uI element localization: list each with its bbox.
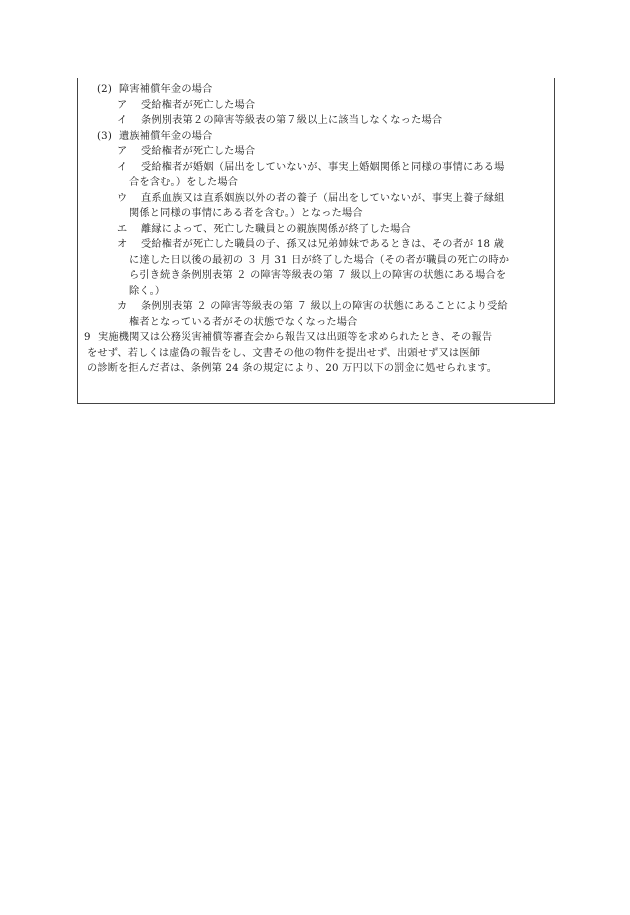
item-mark: カ [117, 301, 128, 312]
list-item [77, 113, 555, 129]
list-item [77, 299, 555, 315]
item-mark: イ [117, 115, 128, 126]
item-mark: イ [117, 161, 128, 173]
item-text: 条例別表第 ２ の障害等級表の第 ７ 級以上の障害の状態にあることにより受給 [141, 301, 508, 312]
list-item [77, 222, 555, 238]
item-mark: エ [117, 223, 128, 235]
section-9 [77, 330, 555, 346]
section-continuation: をせず、若しくは虚偽の報告をし、文書その他の物件を提出せず、出頭せず又は医師 [87, 347, 481, 359]
section-number: (2) [97, 84, 113, 95]
section-2-heading [77, 82, 555, 98]
section-continuation: の診断を拒んだ者は、条例第 24 条の規定により、20 万円以下の罰金に処せられます。 [87, 363, 498, 374]
section-title: 遺族補償年金の場合 [119, 130, 213, 142]
item-continuation: 合を含む。）をした場合 [129, 177, 239, 188]
list-item [77, 144, 555, 160]
list-item [77, 98, 555, 114]
item-continuation: 関係と同様の事情にある者を含む。）となった場合 [129, 208, 363, 219]
list-item [77, 237, 555, 253]
document-body [77, 82, 555, 377]
item-mark: オ [117, 239, 128, 250]
item-text: 離縁によって、死亡した職員との親族関係が終了した場合 [141, 223, 411, 235]
list-item [77, 160, 555, 176]
item-text: 受給権者が婚姻（届出をしていないが、事実上婚姻関係と同様の事情にある場 [141, 161, 505, 173]
section-3-heading [77, 129, 555, 145]
section-number: (3) [97, 130, 113, 142]
item-continuation: 除く。） [129, 285, 166, 297]
section-title: 障害補償年金の場合 [119, 84, 213, 95]
item-text: 条例別表第２の障害等級表の第７級以上に該当しなくなった場合 [141, 115, 443, 126]
item-mark: ア [117, 146, 128, 157]
item-continuation: 権者となっている者がその状態でなくなった場合 [129, 316, 358, 328]
list-item [77, 191, 555, 207]
item-continuation: に達した日以後の最初の ３ 月 31 日が終了した場合（その者が職員の死亡の時か [129, 254, 510, 266]
section-text: 実施機関又は公務災害補償等審査会から報告又は出頭等を求められたとき、その報告 [98, 332, 493, 343]
item-text: 直系血族又は直系姻族以外の者の養子（届出をしていないが、事実上養子縁組 [141, 192, 505, 204]
item-continuation: ら引き続き条例別表第 ２ の障害等級表の第 ７ 級以上の障害の状態にある場合を [129, 270, 507, 281]
item-mark: ウ [117, 192, 128, 204]
item-text: 受給権者が死亡した場合 [141, 99, 256, 111]
item-mark: ア [117, 99, 128, 111]
item-text: 受給権者が死亡した職員の子、孫又は兄弟姉妹であるときは、その者が 18 歳 [141, 239, 505, 250]
section-number: 9 [84, 332, 91, 343]
item-text: 受給権者が死亡した場合 [141, 146, 256, 157]
